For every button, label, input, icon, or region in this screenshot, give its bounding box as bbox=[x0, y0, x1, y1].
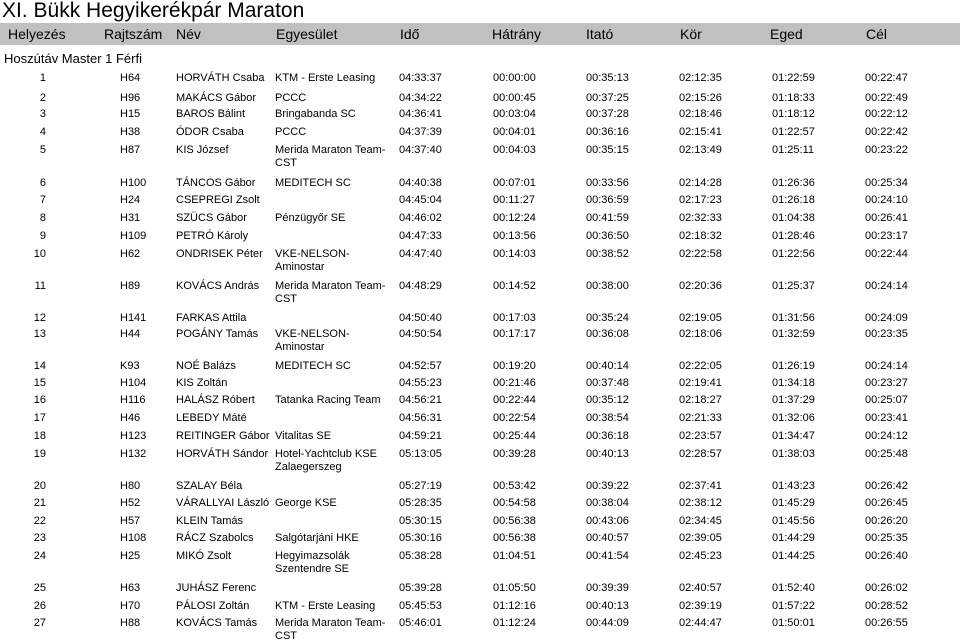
club-cell: Pénzügyőr SE bbox=[275, 212, 346, 224]
name-cell: ÓDOR Csaba bbox=[176, 126, 244, 138]
itato-cell: 00:36:18 bbox=[586, 430, 629, 442]
column-header-bar bbox=[0, 23, 960, 45]
cel-cell: 00:24:14 bbox=[865, 360, 908, 372]
bib-cell: H24 bbox=[120, 194, 141, 206]
page-title: XI. Bükk Hegyikerékpár Maraton bbox=[2, 0, 305, 22]
eged-cell: 01:34:47 bbox=[772, 430, 815, 442]
position-cell: 15 bbox=[33, 377, 46, 389]
club-cell: Tatanka Racing Team bbox=[275, 394, 381, 406]
header-kor: Kör bbox=[680, 26, 702, 42]
itato-cell: 00:35:13 bbox=[586, 72, 629, 84]
bib-cell: H87 bbox=[120, 144, 141, 156]
eged-cell: 01:26:36 bbox=[772, 177, 815, 189]
cel-cell: 00:26:55 bbox=[865, 617, 908, 629]
eged-cell: 01:26:19 bbox=[772, 360, 815, 372]
header-eged: Eged bbox=[770, 26, 803, 42]
club-cell: KTM - Erste Leasing bbox=[275, 600, 376, 612]
gap-cell: 00:14:52 bbox=[493, 280, 536, 292]
gap-cell: 00:53:42 bbox=[493, 480, 536, 492]
itato-cell: 00:41:54 bbox=[586, 550, 629, 562]
position-cell: 16 bbox=[33, 394, 46, 406]
cel-cell: 00:22:47 bbox=[865, 72, 908, 84]
position-cell: 9 bbox=[39, 230, 46, 242]
kor-cell: 02:22:58 bbox=[679, 248, 722, 260]
cel-cell: 00:28:52 bbox=[865, 600, 908, 612]
bib-cell: H109 bbox=[120, 230, 147, 242]
itato-cell: 00:39:22 bbox=[586, 480, 629, 492]
kor-cell: 02:38:12 bbox=[679, 497, 722, 509]
time-cell: 05:38:28 bbox=[399, 550, 442, 562]
time-cell: 04:50:54 bbox=[399, 328, 442, 340]
cel-cell: 00:25:35 bbox=[865, 532, 908, 544]
bib-cell: H44 bbox=[120, 328, 141, 340]
time-cell: 04:55:23 bbox=[399, 377, 442, 389]
kor-cell: 02:19:41 bbox=[679, 377, 722, 389]
itato-cell: 00:43:06 bbox=[586, 515, 629, 527]
position-cell: 11 bbox=[34, 280, 46, 292]
gap-cell: 01:04:51 bbox=[493, 550, 536, 562]
name-cell: KIS József bbox=[176, 144, 229, 156]
name-cell: JUHÁSZ Ferenc bbox=[176, 582, 257, 594]
kor-cell: 02:18:06 bbox=[679, 328, 722, 340]
gap-cell: 00:56:38 bbox=[493, 515, 536, 527]
eged-cell: 01:45:29 bbox=[772, 497, 815, 509]
gap-cell: 01:12:24 bbox=[493, 617, 536, 629]
kor-cell: 02:18:32 bbox=[679, 230, 722, 242]
bib-cell: K93 bbox=[120, 360, 140, 372]
time-cell: 04:52:57 bbox=[399, 360, 442, 372]
gap-cell: 00:03:04 bbox=[493, 108, 536, 120]
position-cell: 13 bbox=[33, 328, 46, 340]
gap-cell: 00:13:56 bbox=[493, 230, 536, 242]
bib-cell: H46 bbox=[120, 412, 141, 424]
itato-cell: 00:35:15 bbox=[586, 144, 629, 156]
cel-cell: 00:22:42 bbox=[865, 126, 908, 138]
header-bib: Rajtszám bbox=[104, 26, 163, 42]
bib-cell: H25 bbox=[120, 550, 141, 562]
header-time: Idő bbox=[400, 26, 420, 42]
position-cell: 20 bbox=[33, 480, 46, 492]
eged-cell: 01:25:37 bbox=[772, 280, 815, 292]
name-cell: MAKÁCS Gábor bbox=[176, 92, 257, 104]
itato-cell: 00:33:56 bbox=[586, 177, 629, 189]
itato-cell: 00:40:57 bbox=[586, 532, 629, 544]
bib-cell: H132 bbox=[120, 448, 147, 460]
eged-cell: 01:18:33 bbox=[772, 92, 815, 104]
cel-cell: 00:24:09 bbox=[865, 312, 908, 324]
eged-cell: 01:26:18 bbox=[772, 194, 815, 206]
eged-cell: 01:52:40 bbox=[772, 582, 815, 594]
itato-cell: 00:36:50 bbox=[586, 230, 629, 242]
cel-cell: 00:23:17 bbox=[865, 230, 908, 242]
itato-cell: 00:38:00 bbox=[586, 280, 629, 292]
club-cell: Vitalitas SE bbox=[275, 430, 332, 442]
club-cell: VKE-NELSON-Aminostar bbox=[275, 248, 350, 273]
name-cell: TÁNCOS Gábor bbox=[176, 177, 256, 189]
time-cell: 04:40:38 bbox=[399, 177, 442, 189]
name-cell: VÁRALLYAI László bbox=[176, 497, 270, 509]
bib-cell: H89 bbox=[120, 280, 141, 292]
itato-cell: 00:38:04 bbox=[586, 497, 629, 509]
name-cell: PETRÓ Károly bbox=[176, 230, 249, 242]
name-cell: BAROS Bálint bbox=[176, 108, 246, 120]
bib-cell: H108 bbox=[120, 532, 147, 544]
position-cell: 3 bbox=[39, 108, 46, 120]
eged-cell: 01:50:01 bbox=[772, 617, 815, 629]
cel-cell: 00:26:02 bbox=[865, 582, 908, 594]
name-cell: NOÉ Balázs bbox=[176, 360, 236, 372]
bib-cell: H63 bbox=[120, 582, 141, 594]
cel-cell: 00:24:12 bbox=[865, 430, 908, 442]
bib-cell: H57 bbox=[120, 515, 141, 527]
kor-cell: 02:44:47 bbox=[679, 617, 722, 629]
gap-cell: 00:00:00 bbox=[493, 72, 536, 84]
time-cell: 05:46:01 bbox=[399, 617, 442, 629]
position-cell: 2 bbox=[39, 92, 46, 104]
kor-cell: 02:20:36 bbox=[679, 280, 722, 292]
club-cell: Bringabanda SC bbox=[275, 108, 356, 120]
kor-cell: 02:37:41 bbox=[679, 480, 722, 492]
header-club: Egyesület bbox=[276, 26, 338, 42]
name-cell: CSEPREGI Zsolt bbox=[176, 194, 260, 206]
cel-cell: 00:25:07 bbox=[865, 394, 908, 406]
time-cell: 05:28:35 bbox=[399, 497, 442, 509]
position-cell: 1 bbox=[39, 72, 46, 84]
time-cell: 05:30:16 bbox=[399, 532, 442, 544]
eged-cell: 01:04:38 bbox=[772, 212, 815, 224]
itato-cell: 00:36:08 bbox=[586, 328, 629, 340]
position-cell: 19 bbox=[33, 448, 46, 460]
cel-cell: 00:22:44 bbox=[865, 248, 908, 260]
time-cell: 04:47:33 bbox=[399, 230, 442, 242]
time-cell: 04:45:04 bbox=[399, 194, 442, 206]
position-cell: 26 bbox=[33, 600, 46, 612]
club-cell: Hegyimazsolák Szentendre SE bbox=[275, 550, 350, 575]
kor-cell: 02:40:57 bbox=[679, 582, 722, 594]
time-cell: 04:56:31 bbox=[399, 412, 442, 424]
cel-cell: 00:23:27 bbox=[865, 377, 908, 389]
cel-cell: 00:23:41 bbox=[865, 412, 908, 424]
kor-cell: 02:13:49 bbox=[679, 144, 722, 156]
gap-cell: 00:12:24 bbox=[493, 212, 536, 224]
cel-cell: 00:23:22 bbox=[865, 144, 908, 156]
header-position: Helyezés bbox=[8, 26, 66, 42]
gap-cell: 00:11:27 bbox=[493, 194, 536, 206]
time-cell: 05:27:19 bbox=[399, 480, 442, 492]
bib-cell: H38 bbox=[120, 126, 141, 138]
itato-cell: 00:38:52 bbox=[586, 248, 629, 260]
eged-cell: 01:28:46 bbox=[772, 230, 815, 242]
position-cell: 24 bbox=[33, 550, 46, 562]
position-cell: 27 bbox=[33, 617, 46, 629]
position-cell: 8 bbox=[39, 212, 46, 224]
itato-cell: 00:40:13 bbox=[586, 600, 629, 612]
kor-cell: 02:19:05 bbox=[679, 312, 722, 324]
bib-cell: H100 bbox=[120, 177, 147, 189]
gap-cell: 00:04:01 bbox=[493, 126, 536, 138]
itato-cell: 00:36:16 bbox=[586, 126, 629, 138]
kor-cell: 02:23:57 bbox=[679, 430, 722, 442]
name-cell: KOVÁCS András bbox=[176, 280, 260, 292]
itato-cell: 00:40:13 bbox=[586, 448, 629, 460]
itato-cell: 00:40:14 bbox=[586, 360, 629, 372]
bib-cell: H64 bbox=[120, 72, 141, 84]
itato-cell: 00:35:24 bbox=[586, 312, 629, 324]
itato-cell: 00:37:48 bbox=[586, 377, 629, 389]
bib-cell: H96 bbox=[120, 92, 141, 104]
name-cell: KIS Zoltán bbox=[176, 377, 228, 389]
eged-cell: 01:25:11 bbox=[772, 144, 815, 156]
position-cell: 18 bbox=[33, 430, 46, 442]
kor-cell: 02:39:05 bbox=[679, 532, 722, 544]
cel-cell: 00:26:42 bbox=[865, 480, 908, 492]
bib-cell: H141 bbox=[120, 312, 147, 324]
eged-cell: 01:22:57 bbox=[772, 126, 815, 138]
position-cell: 5 bbox=[39, 144, 46, 156]
club-cell: George KSE bbox=[275, 497, 337, 509]
name-cell: KOVÁCS Tamás bbox=[176, 617, 258, 629]
name-cell: POGÁNY Tamás bbox=[176, 328, 259, 340]
club-cell: KTM - Erste Leasing bbox=[275, 72, 376, 84]
time-cell: 04:56:21 bbox=[399, 394, 442, 406]
gap-cell: 00:25:44 bbox=[493, 430, 536, 442]
cel-cell: 00:25:34 bbox=[865, 177, 908, 189]
itato-cell: 00:35:12 bbox=[586, 394, 629, 406]
bib-cell: H15 bbox=[120, 108, 141, 120]
kor-cell: 02:15:41 bbox=[679, 126, 722, 138]
bib-cell: H31 bbox=[120, 212, 141, 224]
time-cell: 05:30:15 bbox=[399, 515, 442, 527]
bib-cell: H62 bbox=[120, 248, 141, 260]
position-cell: 21 bbox=[33, 497, 46, 509]
cel-cell: 00:22:12 bbox=[865, 108, 908, 120]
bib-cell: H52 bbox=[120, 497, 141, 509]
cel-cell: 00:24:10 bbox=[865, 194, 908, 206]
kor-cell: 02:17:23 bbox=[679, 194, 722, 206]
bib-cell: H80 bbox=[120, 480, 141, 492]
cel-cell: 00:26:20 bbox=[865, 515, 908, 527]
kor-cell: 02:18:27 bbox=[679, 394, 722, 406]
cel-cell: 00:23:35 bbox=[865, 328, 908, 340]
time-cell: 04:37:39 bbox=[399, 126, 442, 138]
gap-cell: 00:22:54 bbox=[493, 412, 536, 424]
cel-cell: 00:26:40 bbox=[865, 550, 908, 562]
time-cell: 05:45:53 bbox=[399, 600, 442, 612]
bib-cell: H104 bbox=[120, 377, 147, 389]
eged-cell: 01:57:22 bbox=[772, 600, 815, 612]
gap-cell: 00:54:58 bbox=[493, 497, 536, 509]
time-cell: 04:50:40 bbox=[399, 312, 442, 324]
itato-cell: 00:36:59 bbox=[586, 194, 629, 206]
position-cell: 22 bbox=[33, 515, 46, 527]
itato-cell: 00:44:09 bbox=[586, 617, 629, 629]
eged-cell: 01:38:03 bbox=[772, 448, 815, 460]
name-cell: HORVÁTH Csaba bbox=[176, 72, 265, 84]
gap-cell: 00:39:28 bbox=[493, 448, 536, 460]
eged-cell: 01:34:18 bbox=[772, 377, 815, 389]
eged-cell: 01:45:56 bbox=[772, 515, 815, 527]
itato-cell: 00:37:28 bbox=[586, 108, 629, 120]
name-cell: REITINGER Gábor bbox=[176, 430, 270, 442]
bib-cell: H88 bbox=[120, 617, 141, 629]
itato-cell: 00:39:39 bbox=[586, 582, 629, 594]
time-cell: 04:46:02 bbox=[399, 212, 442, 224]
time-cell: 04:48:29 bbox=[399, 280, 442, 292]
position-cell: 17 bbox=[33, 412, 46, 424]
kor-cell: 02:14:28 bbox=[679, 177, 722, 189]
kor-cell: 02:15:26 bbox=[679, 92, 722, 104]
position-cell: 4 bbox=[39, 126, 46, 138]
eged-cell: 01:37:29 bbox=[772, 394, 815, 406]
name-cell: SZALAY Béla bbox=[176, 480, 243, 492]
time-cell: 04:59:21 bbox=[399, 430, 442, 442]
club-cell: MEDITECH SC bbox=[275, 177, 351, 189]
club-cell: Hotel-Yachtclub KSE Zalaegerszeg bbox=[275, 448, 377, 473]
name-cell: RÁCZ Szabolcs bbox=[176, 532, 254, 544]
name-cell: HALÁSZ Róbert bbox=[176, 394, 255, 406]
name-cell: KLEIN Tamás bbox=[176, 515, 244, 527]
time-cell: 04:37:40 bbox=[399, 144, 442, 156]
bib-cell: H116 bbox=[120, 394, 146, 406]
cel-cell: 00:25:48 bbox=[865, 448, 908, 460]
name-cell: SZÜCS Gábor bbox=[176, 212, 247, 224]
time-cell: 04:33:37 bbox=[399, 72, 442, 84]
position-cell: 25 bbox=[33, 582, 46, 594]
gap-cell: 00:04:03 bbox=[493, 144, 536, 156]
bib-cell: H123 bbox=[120, 430, 147, 442]
position-cell: 7 bbox=[39, 194, 46, 206]
club-cell: Merida Maraton Team-CST bbox=[275, 144, 386, 169]
cel-cell: 00:26:45 bbox=[865, 497, 908, 509]
time-cell: 04:47:40 bbox=[399, 248, 442, 260]
eged-cell: 01:44:25 bbox=[772, 550, 815, 562]
gap-cell: 00:07:01 bbox=[493, 177, 536, 189]
gap-cell: 00:19:20 bbox=[493, 360, 536, 372]
time-cell: 04:36:41 bbox=[399, 108, 442, 120]
club-cell: PCCC bbox=[275, 92, 307, 104]
eged-cell: 01:31:56 bbox=[772, 312, 815, 324]
gap-cell: 00:22:44 bbox=[493, 394, 536, 406]
header-cel: Cél bbox=[866, 26, 888, 42]
cel-cell: 00:24:14 bbox=[865, 280, 908, 292]
club-cell: Salgótarjáni HKE bbox=[275, 532, 359, 544]
time-cell: 05:13:05 bbox=[399, 448, 442, 460]
gap-cell: 00:17:03 bbox=[493, 312, 536, 324]
position-cell: 14 bbox=[33, 360, 46, 372]
time-cell: 04:34:22 bbox=[399, 92, 442, 104]
club-cell: MEDITECH SC bbox=[275, 360, 351, 372]
itato-cell: 00:38:54 bbox=[586, 412, 629, 424]
eged-cell: 01:44:29 bbox=[772, 532, 815, 544]
eged-cell: 01:32:06 bbox=[772, 412, 815, 424]
header-itato: Itató bbox=[586, 26, 614, 42]
header-gap: Hátrány bbox=[492, 26, 542, 42]
club-cell: Merida Maraton Team-CST bbox=[275, 280, 386, 305]
eged-cell: 01:43:23 bbox=[772, 480, 815, 492]
kor-cell: 02:18:46 bbox=[679, 108, 722, 120]
cel-cell: 00:26:41 bbox=[865, 212, 908, 224]
position-cell: 6 bbox=[39, 177, 46, 189]
gap-cell: 00:17:17 bbox=[493, 328, 536, 340]
kor-cell: 02:45:23 bbox=[679, 550, 722, 562]
kor-cell: 02:12:35 bbox=[679, 72, 722, 84]
itato-cell: 00:41:59 bbox=[586, 212, 629, 224]
eged-cell: 01:32:59 bbox=[772, 328, 815, 340]
eged-cell: 01:22:56 bbox=[772, 248, 815, 260]
kor-cell: 02:28:57 bbox=[679, 448, 722, 460]
itato-cell: 00:37:25 bbox=[586, 92, 629, 104]
cel-cell: 00:22:49 bbox=[865, 92, 908, 104]
gap-cell: 00:56:38 bbox=[493, 532, 536, 544]
position-cell: 23 bbox=[33, 532, 46, 544]
name-cell: LEBEDY Máté bbox=[176, 412, 247, 424]
eged-cell: 01:22:59 bbox=[772, 72, 815, 84]
gap-cell: 01:12:16 bbox=[493, 600, 536, 612]
position-cell: 10 bbox=[33, 248, 46, 260]
gap-cell: 00:21:46 bbox=[493, 377, 536, 389]
kor-cell: 02:22:05 bbox=[679, 360, 722, 372]
name-cell: MIKÓ Zsolt bbox=[176, 550, 232, 562]
kor-cell: 02:39:19 bbox=[679, 600, 722, 612]
gap-cell: 00:14:03 bbox=[493, 248, 536, 260]
kor-cell: 02:34:45 bbox=[679, 515, 722, 527]
club-cell: Merida Maraton Team-CST bbox=[275, 617, 386, 642]
name-cell: ONDRISEK Péter bbox=[176, 248, 263, 260]
time-cell: 05:39:28 bbox=[399, 582, 442, 594]
kor-cell: 02:21:33 bbox=[679, 412, 722, 424]
kor-cell: 02:32:33 bbox=[679, 212, 722, 224]
club-cell: PCCC bbox=[275, 126, 307, 138]
name-cell: FARKAS Attila bbox=[176, 312, 247, 324]
position-cell: 12 bbox=[33, 312, 46, 324]
bib-cell: H70 bbox=[120, 600, 141, 612]
gap-cell: 01:05:50 bbox=[493, 582, 536, 594]
eged-cell: 01:18:12 bbox=[772, 108, 815, 120]
name-cell: PÁLOSI Zoltán bbox=[176, 600, 250, 612]
header-name: Név bbox=[176, 26, 201, 42]
category-title: Hoszútáv Master 1 Férfi bbox=[4, 51, 142, 66]
club-cell: VKE-NELSON-Aminostar bbox=[275, 328, 350, 353]
name-cell: HORVÁTH Sándor bbox=[176, 448, 269, 460]
gap-cell: 00:00:45 bbox=[493, 92, 536, 104]
